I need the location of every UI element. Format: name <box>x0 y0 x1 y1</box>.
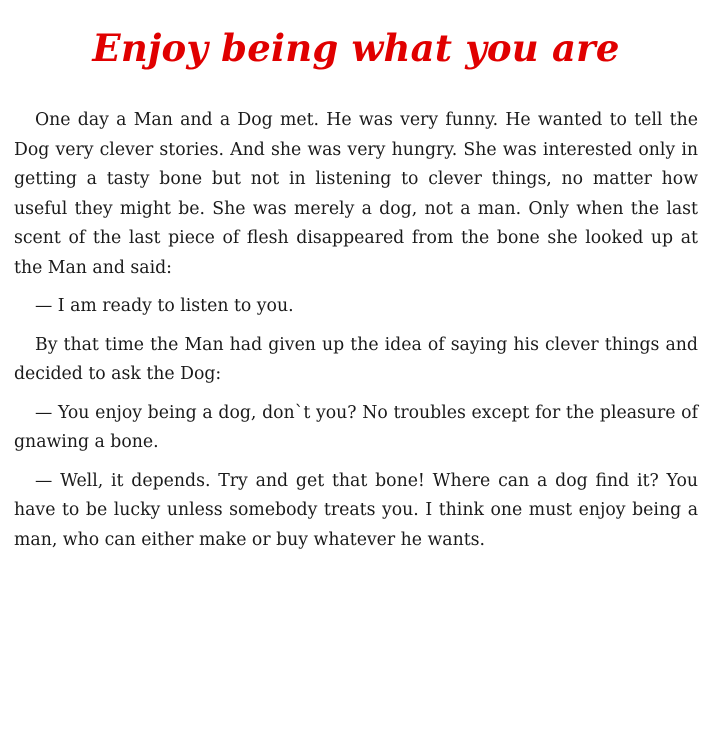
paragraph-5: — Well, it depends. Try and get that bone! Where can a dog find it? You have to be lucky unless somebody treats you. I think one must enjoy being a man, who can either make or buy whatever he wants. <box>14 470 698 550</box>
paragraph-1: One day a Man and a Dog met. He was very funny. He wanted to tell the Dog very clever stories. And she was very hungry. She was interested only in getting a tasty bone but not in listening to clever things, no matter how useful they might be. She was merely a dog, not a man. Only when the last scent of the last piece of flesh disappeared from the bone she looked up at the Man and said: <box>14 110 698 278</box>
paragraph-3: By that time the Man had given up the idea of saying his clever things and decided to ask the Dog: <box>14 334 698 384</box>
paragraph-4: — You enjoy being a dog, don`t you? No troubles except for the pleasure of gnawing a bone. <box>14 402 698 452</box>
page-title: Enjoy being what you are <box>92 26 620 70</box>
story-body <box>14 106 698 555</box>
paragraph-2: — I am ready to listen to you. <box>35 296 294 316</box>
